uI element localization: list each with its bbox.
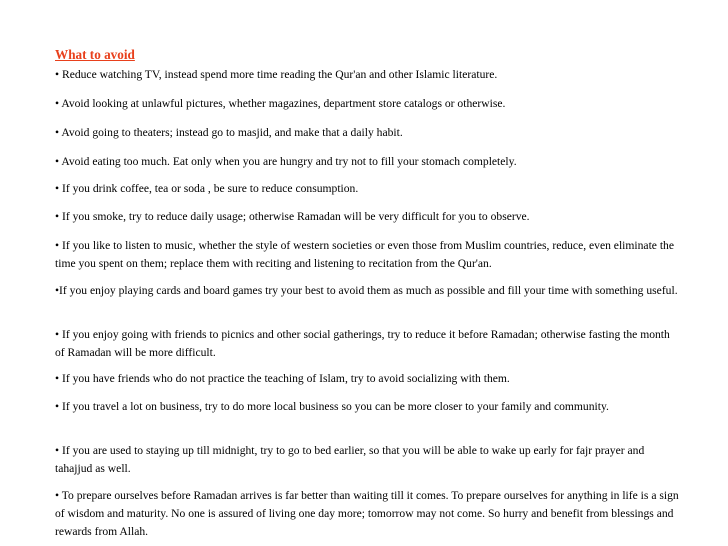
list-item-smoking: • If you smoke, try to reduce daily usage; otherwise Ramadan will be very difficult for you to observe. — [55, 210, 530, 223]
list-item-social-gatherings: • If you enjoy going with friends to picnics and other social gatherings, try to reduce it before Ramadan; otherwise fasting the month of Ramadan will be more difficult. — [55, 328, 670, 359]
list-item-theaters: • Avoid going to theaters; instead go to masjid, and make that a daily habit. — [55, 126, 403, 139]
list-item-unlawful-pictures: • Avoid looking at unlawful pictures, whether magazines, department store catalogs or otherwise. — [55, 97, 506, 110]
list-item-reduce-tv: • Reduce watching TV, instead spend more time reading the Qur'an and other Islamic literature. — [55, 68, 498, 81]
list-item-prepare: • To prepare ourselves before Ramadan arrives is far better than waiting till it comes. To prepare ourselves for anything in life is a sign of wisdom and maturity. No one is assured of living one day more; tomorrow may not come. So hurry and benefit from blessings and rewards from Allah. — [55, 489, 679, 538]
list-item-friends: • If you have friends who do not practice the teaching of Islam, try to avoid socializing with them. — [55, 372, 510, 385]
list-item-business-travel: • If you travel a lot on business, try to do more local business so you can be more closer to your family and community. — [55, 400, 609, 413]
list-item-music: • If you like to listen to music, whether the style of western societies or even those from Muslim countries, reduce, even eliminate the time you spent on them; replace them with reciting and listening to recitation from the Qur'an. — [55, 239, 675, 270]
list-item-eating: • Avoid eating too much. Eat only when you are hungry and try not to fill your stomach completely. — [55, 155, 517, 168]
section-heading: What to avoid — [55, 47, 135, 62]
list-item-cards-games: •If you enjoy playing cards and board games try your best to avoid them as much as possible and fill your time with something useful. — [55, 284, 678, 297]
list-item-coffee: • If you drink coffee, tea or soda , be sure to reduce consumption. — [55, 182, 359, 195]
list-item-sleep: • If you are used to staying up till midnight, try to go to bed earlier, so that you will be able to wake up early for fajr prayer and tahajjud as well. — [55, 444, 645, 475]
